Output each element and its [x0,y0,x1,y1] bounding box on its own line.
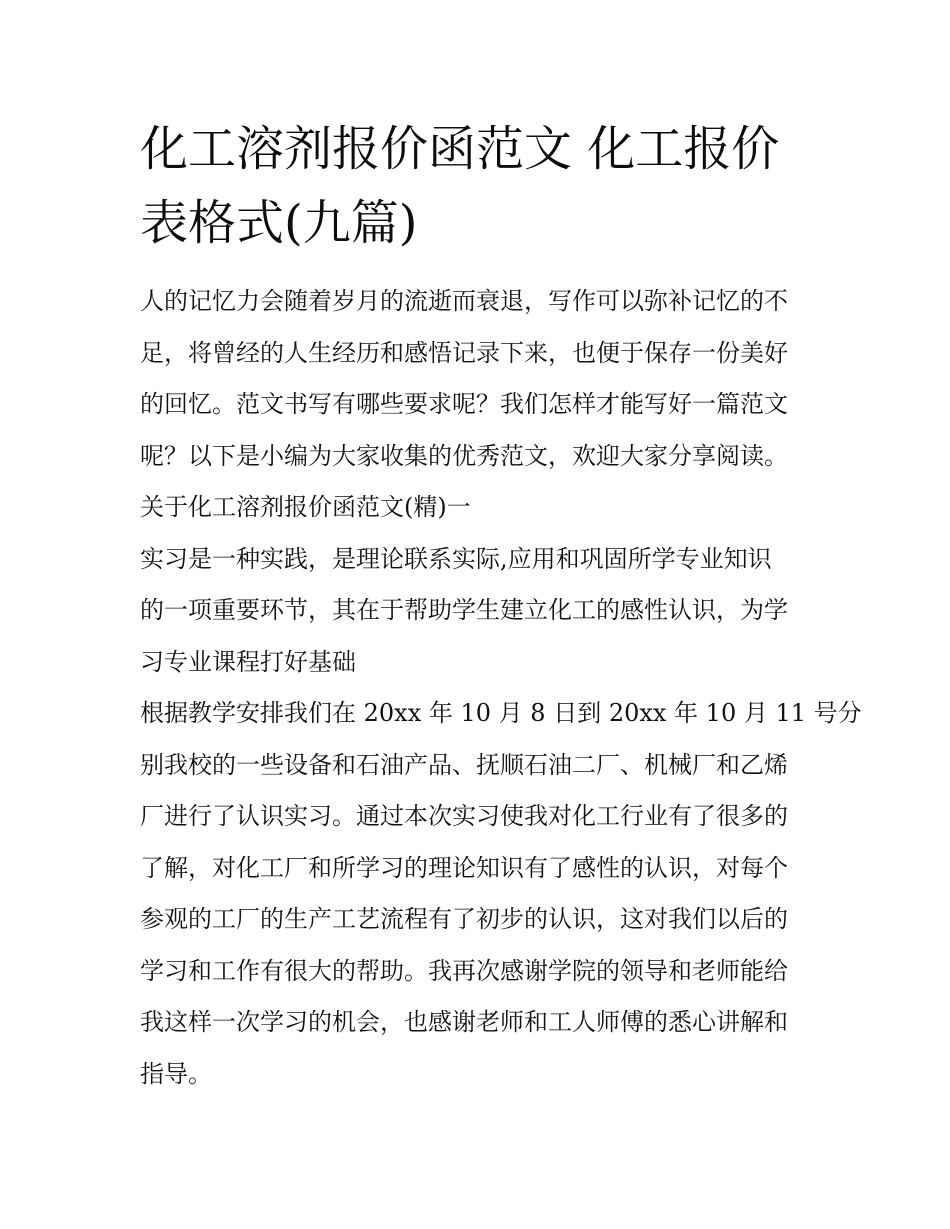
text-line: 的回忆。范文书写有哪些要求呢？我们怎样才能写好一篇范文 [140,390,788,418]
text-line: 呢？以下是小编为大家收集的优秀范文，欢迎大家分享阅读。 [140,441,788,470]
paragraph-internship-intro [140,534,812,689]
text-line: 我这样一次学习的机会，也感谢老师和工人师傅的悉心讲解和 [140,1008,788,1036]
document-title [140,112,812,260]
text-line: 指导。 [140,1059,212,1088]
text-line: 足，将曾经的人生经历和感悟记录下来，也便于保存一份美好 [140,338,788,367]
text-line: 根据教学安排我们在 20xx 年 10 月 8 日到 20xx 年 10 月 11 号分 [140,699,862,727]
text-line: 厂进行了认识实习。通过本次实习使我对化工行业有了很多的 [140,802,788,830]
text-line: 人的记忆力会随着岁月的流逝而衰退，写作可以弥补记忆的不 [140,287,788,315]
text-line: 参观的工厂的生产工艺流程有了初步的认识，这对我们以后的 [140,905,788,933]
text-line: 习专业课程打好基础 [140,647,356,676]
title-line: 化工溶剂报价函范文 化工报价 [140,121,780,177]
paragraph-internship-details [140,688,862,1100]
title-line: 表格式(九篇) [140,195,418,251]
text-line: 实习是一种实践，是理论联系实际,应用和巩固所学专业知识 [140,544,772,573]
document-body [140,276,862,1100]
intro-paragraph [140,276,812,482]
text-line: 学习和工作有很大的帮助。我再次感谢学院的领导和老师能给 [140,956,788,985]
section-heading: 关于化工溶剂报价函范文(精)一 [140,493,471,521]
text-line: 了解，对化工厂和所学习的理论知识有了感性的认识，对每个 [140,853,788,882]
text-line: 的一项重要环节，其在于帮助学生建立化工的感性认识，为学 [140,596,788,624]
document-content [140,112,862,1100]
text-line: 别我校的一些设备和石油产品、抚顺石油二厂、机械厂和乙烯 [140,750,788,779]
